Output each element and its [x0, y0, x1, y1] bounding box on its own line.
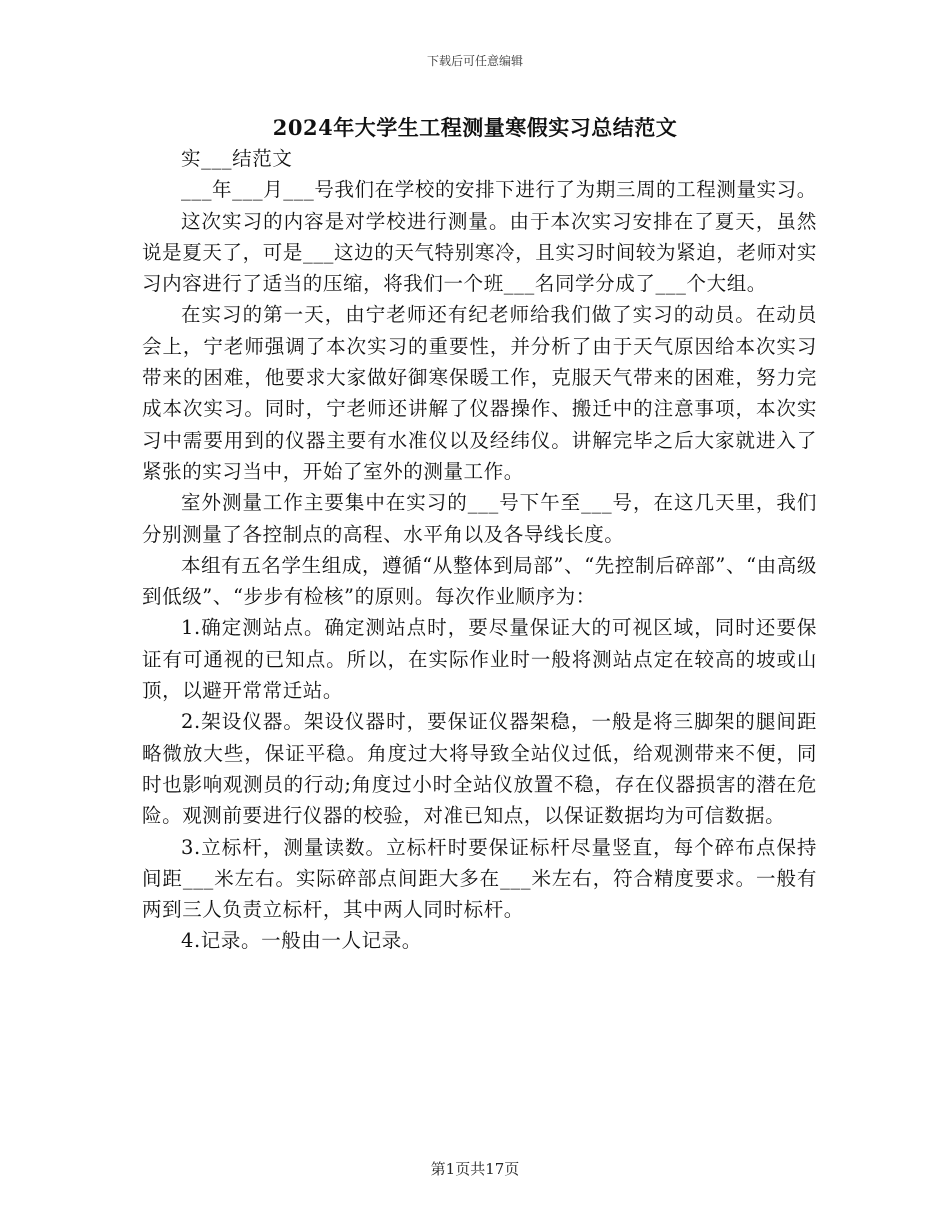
paragraph: 实___结范文	[181, 147, 293, 170]
paragraph: 本组有五名学生组成，遵循“从整体到局部”、“先控制后碎部”、“由高级到低级”、“步步有检核”的原则。每次作业顺序为：	[142, 553, 817, 609]
paragraph: ___年___月___号我们在学校的安排下进行了为期三周的工程测量实习。	[181, 178, 817, 202]
header-note: 下载后可任意编辑	[426, 54, 523, 68]
document-body	[142, 143, 817, 957]
document-title: 2024年大学生工程测量寒假实习总结范文	[272, 115, 678, 140]
page-number-footer: 第1页共17页	[430, 1160, 520, 1178]
paragraph: 2.架设仪器。架设仪器时，要保证仪器架稳，一般是将三脚架的腿间距略微放大些，保证平稳。角度过大将导致全站仪过低，给观测带来不便，同时也影响观测员的行动;角度过小时全站仪放置不稳，存在仪器损害的潜在危险。观测前要进行仪器的校验，对准已知点，以保证数据均为可信数据。	[142, 710, 817, 828]
paragraph: 这次实习的内容是对学校进行测量。由于本次实习安排在了夏天，虽然说是夏天了，可是___这边的天气特别寒冷，且实习时间较为紧迫，老师对实习内容进行了适当的压缩，将我们一个班___名同学分成了___个大组。	[142, 209, 817, 296]
paragraph: 室外测量工作主要集中在实习的___号下午至___号，在这几天里，我们分别测量了各控制点的高程、水平角以及各导线长度。	[142, 491, 817, 546]
paragraph: 4.记录。一般由一人记录。	[181, 929, 422, 953]
paragraph: 在实习的第一天，由宁老师还有纪老师给我们做了实习的动员。在动员会上，宁老师强调了本次实习的重要性，并分析了由于天气原因给本次实习带来的困难，他要求大家做好御寒保暖工作，克服天气带来的困难，努力完成本次实习。同时，宁老师还讲解了仪器操作、搬迁中的注意事项，本次实习中需要用到的仪器主要有水准仪以及经纬仪。讲解完毕之后大家就进入了紧张的实习当中，开始了室外的测量工作。	[142, 303, 817, 483]
paragraph: 1.确定测站点。确定测站点时，要尽量保证大的可视区域，同时还要保证有可通视的已知点。所以，在实际作业时一般将测站点定在较高的坡或山顶，以避开常常迁站。	[142, 616, 817, 703]
paragraph: 3.立标杆，测量读数。立标杆时要保证标杆尽量竖直，每个碎布点保持间距___米左右。实际碎部点间距大多在___米左右，符合精度要求。一般有两到三人负责立标杆，其中两人同时标杆。	[142, 835, 817, 922]
